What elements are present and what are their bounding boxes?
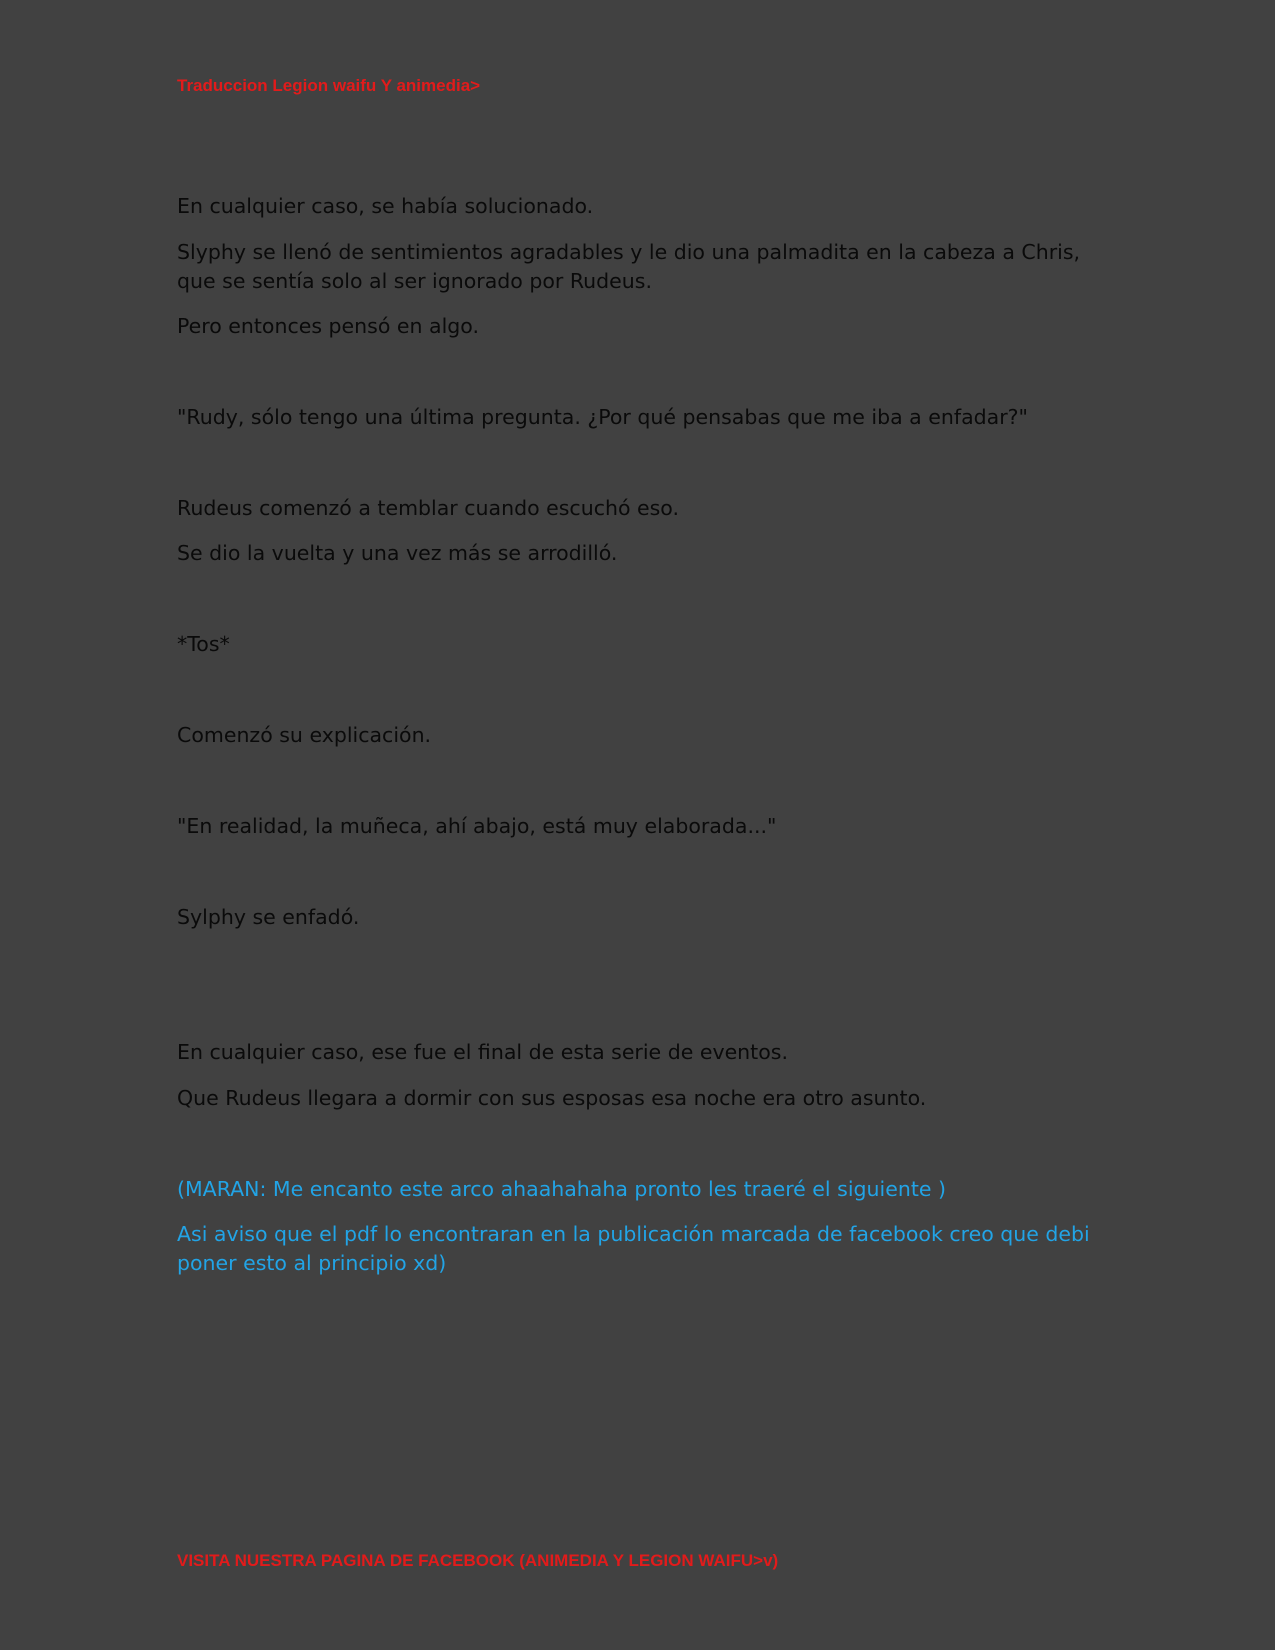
translator-note: Asi aviso que el pdf lo encontraran en la publicación marcada de facebook creo que debi poner esto al principio xd) (177, 1222, 1090, 1275)
paragraph: Pero entonces pensó en algo. (177, 314, 479, 338)
paragraph: "Rudy, sólo tengo una última pregunta. ¿Por qué pensabas que me iba a enfadar?" (177, 405, 1028, 429)
paragraph: *Tos* (177, 632, 230, 656)
translator-note: (MARAN: Me encanto este arco ahaahahaha pronto les traeré el siguiente ) (177, 1177, 946, 1201)
paragraph: Se dio la vuelta y una vez más se arrodilló. (177, 541, 618, 565)
paragraph: Sylphy se enfadó. (177, 905, 360, 929)
paragraph: Comenzó su explicación. (177, 723, 432, 747)
paragraph: Slyphy se llenó de sentimientos agradables y le dio una palmadita en la cabeza a Chris, que se sentía solo al ser ignorado por Rudeus. (177, 240, 1081, 293)
paragraph: En cualquier caso, ese fue el final de esta serie de eventos. (177, 1040, 788, 1064)
facebook-promo-footer: VISITA NUESTRA PAGINA DE FACEBOOK (ANIMEDIA Y LEGION WAIFU>v) (177, 1551, 779, 1570)
translation-credit-header: Traduccion Legion waifu Y animedia> (177, 76, 481, 95)
paragraph: Que Rudeus llegara a dormir con sus esposas esa noche era otro asunto. (177, 1086, 927, 1110)
paragraph: En cualquier caso, se había solucionado. (177, 194, 594, 218)
paragraph: Rudeus comenzó a temblar cuando escuchó eso. (177, 496, 680, 520)
paragraph: "En realidad, la muñeca, ahí abajo, está muy elaborada..." (177, 814, 777, 838)
